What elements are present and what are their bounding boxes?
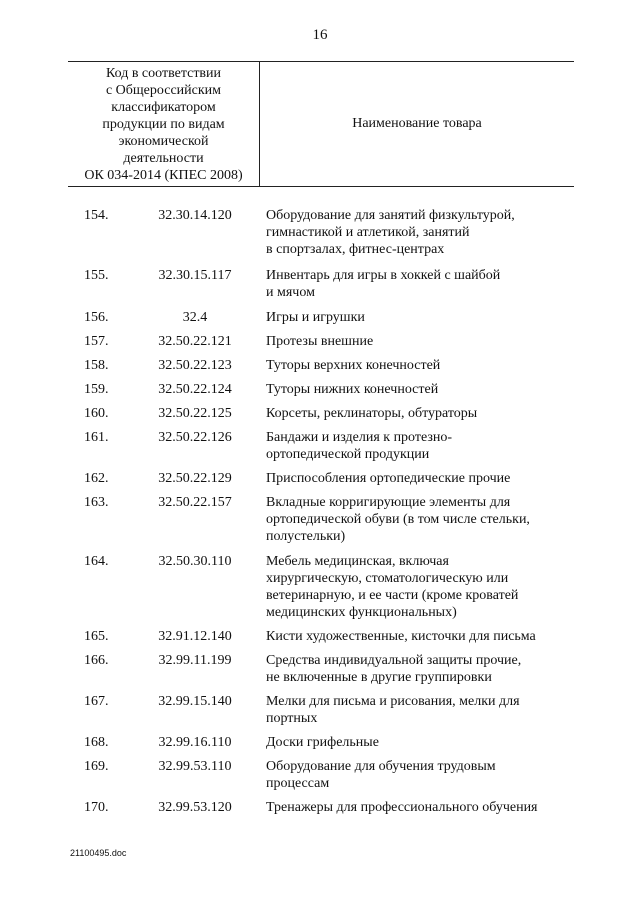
row-product-name: Оборудование для обучения трудовым процессам: [266, 759, 496, 791]
row-code: 32.91.12.140: [158, 629, 232, 644]
table-row: [0, 758, 640, 792]
row-number: 156.: [84, 310, 109, 325]
row-number: 166.: [84, 653, 109, 668]
row-product-name: Вкладные корригирующие элементы для ортопедической обуви (в том числе стельки, полустельки): [266, 495, 530, 544]
row-code: 32.50.22.123: [158, 358, 232, 373]
table-row: [0, 553, 640, 621]
row-code: 32.99.53.110: [158, 759, 232, 774]
row-product-name: Кисти художественные, кисточки для письма: [266, 629, 536, 644]
table-row: [0, 405, 640, 422]
row-number: 154.: [84, 208, 109, 223]
row-product-name: Приспособления ортопедические прочие: [266, 471, 511, 486]
row-product-name: Инвентарь для игры в хоккей с шайбой и мячом: [266, 268, 501, 300]
row-code: 32.50.22.157: [158, 495, 232, 510]
row-code: 32.50.22.124: [158, 382, 232, 397]
row-code: 32.99.11.199: [158, 653, 232, 668]
table-row: [0, 799, 640, 816]
row-code: 32.50.22.125: [158, 406, 232, 421]
row-number: 155.: [84, 268, 109, 283]
row-product-name: Тренажеры для профессионального обучения: [266, 800, 538, 815]
row-product-name: Корсеты, реклинаторы, обтураторы: [266, 406, 478, 421]
row-number: 165.: [84, 629, 109, 644]
table-row: [0, 693, 640, 727]
row-product-name: Мебель медицинская, включая хирургическую, стоматологическую или ветеринарную, и ее части (кроме кроватей медицинских функциональных): [266, 554, 519, 620]
row-number: 157.: [84, 334, 109, 349]
row-code: 32.30.15.117: [158, 268, 232, 283]
row-code: 32.50.22.121: [158, 334, 232, 349]
table-row: [0, 652, 640, 686]
table-row: [0, 734, 640, 751]
row-number: 163.: [84, 495, 109, 510]
row-number: 168.: [84, 735, 109, 750]
row-code: 32.50.22.126: [158, 430, 232, 445]
row-number: 162.: [84, 471, 109, 486]
row-product-name: Средства индивидуальной защиты прочие, не включенные в другие группировки: [266, 653, 522, 685]
row-code: 32.4: [182, 310, 208, 325]
row-code: 32.99.53.120: [158, 800, 232, 815]
document-filename: 21100495.doc: [70, 848, 127, 858]
row-code: 32.99.15.140: [158, 694, 232, 709]
table-header: [68, 61, 574, 187]
row-number: 164.: [84, 554, 109, 569]
table-row: [0, 628, 640, 645]
header-code-column: Код в соответствии с Общероссийским классификатором продукции по видам экономической деятельности ОК 034-2014 (КПЕС 2008): [68, 62, 260, 186]
row-number: 160.: [84, 406, 109, 421]
row-code: 32.99.16.110: [158, 735, 232, 750]
row-number: 161.: [84, 430, 109, 445]
row-product-name: Туторы нижних конечностей: [266, 382, 439, 397]
table-row: [0, 357, 640, 374]
table-row: [0, 429, 640, 463]
row-product-name: Игры и игрушки: [266, 310, 365, 325]
table-row: [0, 470, 640, 487]
table-row: [0, 381, 640, 398]
row-code: 32.50.30.110: [158, 554, 232, 569]
table-row: [0, 333, 640, 350]
row-number: 169.: [84, 759, 109, 774]
row-product-name: Оборудование для занятий физкультурой, гимнастикой и атлетикой, занятий в спортзалах, фитнес-центрах: [266, 208, 515, 257]
row-product-name: Доски грифельные: [266, 735, 379, 750]
row-number: 170.: [84, 800, 109, 815]
row-number: 167.: [84, 694, 109, 709]
table-row: [0, 494, 640, 545]
row-number: 159.: [84, 382, 109, 397]
table-row: [0, 267, 640, 301]
row-product-name: Мелки для письма и рисования, мелки для портных: [266, 694, 520, 726]
page-number: 16: [312, 27, 328, 43]
header-name-column: Наименование товара: [352, 116, 482, 131]
table-row: [0, 309, 640, 326]
row-code: 32.50.22.129: [158, 471, 232, 486]
row-number: 158.: [84, 358, 109, 373]
table-row: [0, 207, 640, 258]
table-body: [0, 200, 640, 816]
row-product-name: Протезы внешние: [266, 334, 374, 349]
row-product-name: Туторы верхних конечностей: [266, 358, 441, 373]
row-product-name: Бандажи и изделия к протезно- ортопедической продукции: [266, 430, 453, 462]
row-code: 32.30.14.120: [158, 208, 232, 223]
